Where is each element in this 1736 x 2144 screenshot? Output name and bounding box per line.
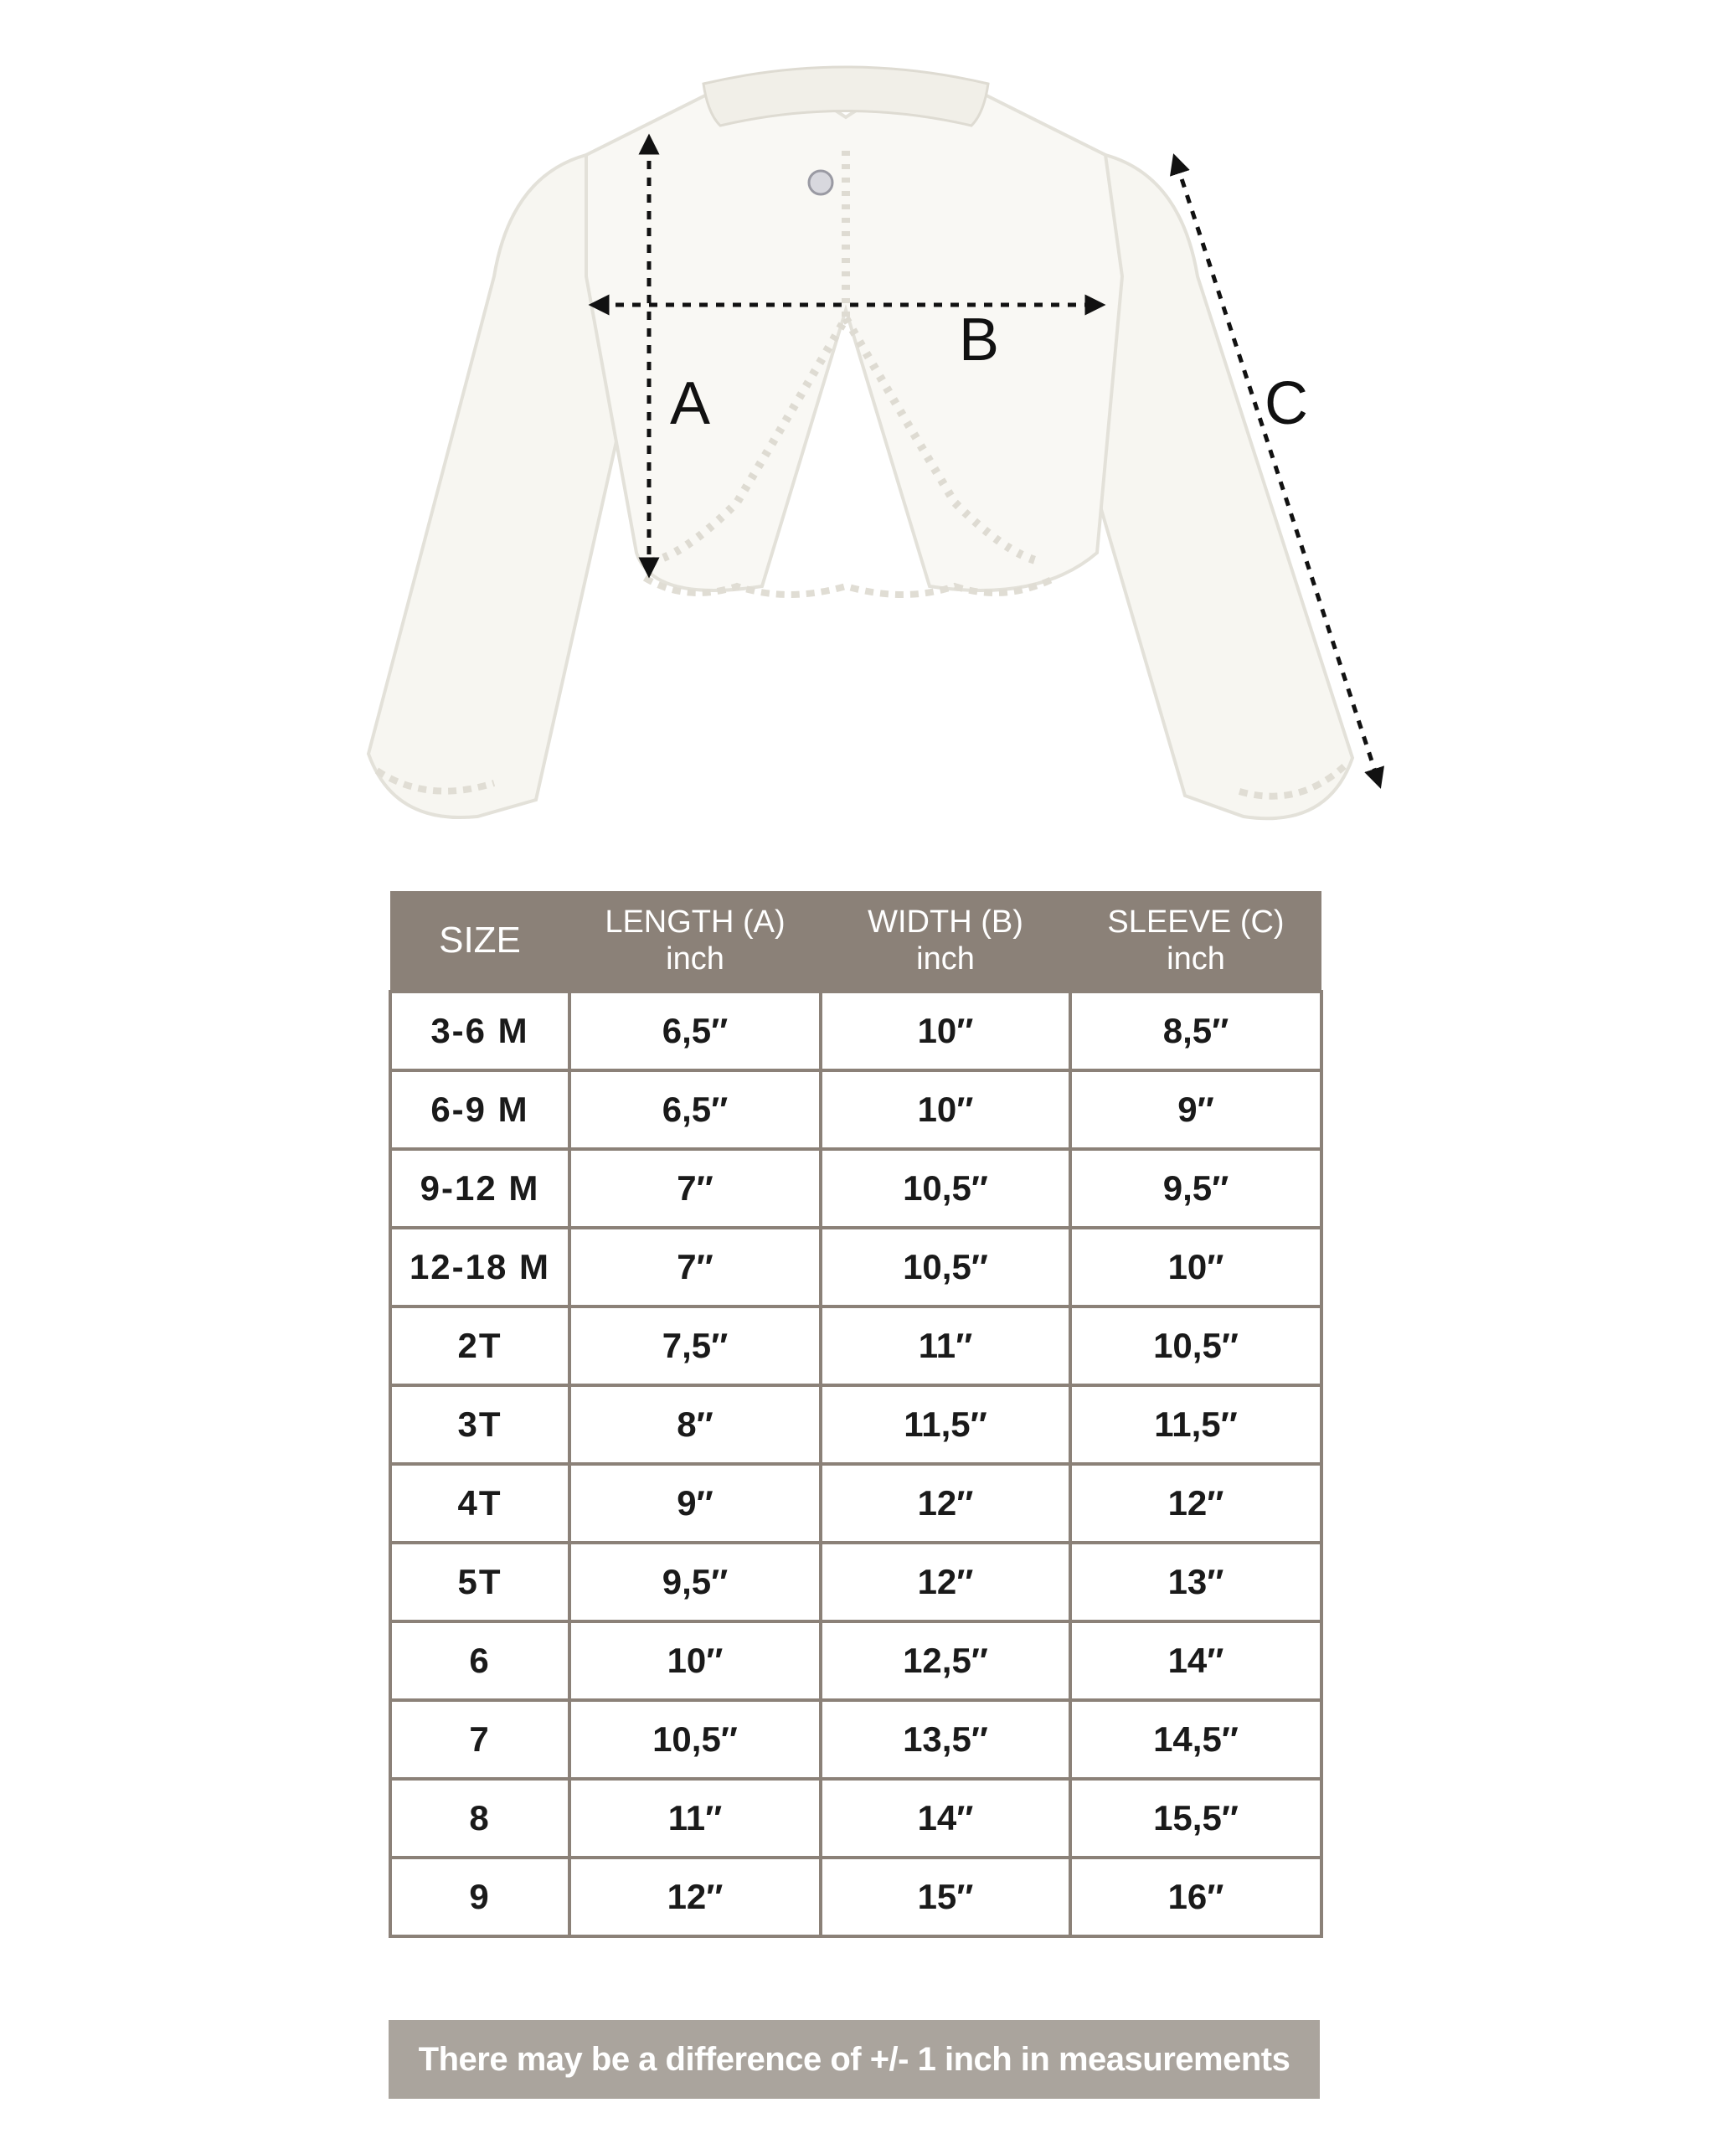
header-sleeve-unit: inch	[1167, 941, 1225, 977]
length-cell: 10,5″	[569, 1700, 821, 1779]
width-cell: 12″	[821, 1543, 1070, 1621]
size-cell: 2T	[390, 1306, 569, 1385]
table-row	[390, 992, 1321, 1070]
size-cell: 3-6 M	[390, 992, 569, 1070]
width-cell: 12,5″	[821, 1621, 1070, 1700]
length-cell: 7″	[569, 1228, 821, 1306]
sleeve-cell: 13″	[1070, 1543, 1321, 1621]
table-row	[390, 1543, 1321, 1621]
table-row	[390, 1385, 1321, 1464]
width-cell: 11,5″	[821, 1385, 1070, 1464]
measurement-note	[389, 2020, 1320, 2099]
size-cell: 7	[390, 1700, 569, 1779]
size-cell: 6	[390, 1621, 569, 1700]
width-cell: 13,5″	[821, 1700, 1070, 1779]
length-cell: 12″	[569, 1858, 821, 1936]
header-sleeve-label: SLEEVE (C)	[1107, 904, 1285, 940]
sleeve-cell: 14,5″	[1070, 1700, 1321, 1779]
header-length-unit: inch	[666, 941, 724, 977]
width-cell: 12″	[821, 1464, 1070, 1543]
length-cell: 6,5″	[569, 992, 821, 1070]
button-icon	[809, 171, 832, 194]
header-width-unit: inch	[916, 941, 975, 977]
length-cell: 9,5″	[569, 1543, 821, 1621]
width-cell: 10,5″	[821, 1228, 1070, 1306]
bolero-cardigan-image	[368, 67, 1352, 818]
table-row	[390, 1070, 1321, 1149]
width-cell: 15″	[821, 1858, 1070, 1936]
measurement-note-text: There may be a difference of +/- 1 inch in measurements	[418, 2040, 1290, 2078]
sleeve-cell: 11,5″	[1070, 1385, 1321, 1464]
bolero-illustration	[0, 0, 1736, 854]
length-cell: 7,5″	[569, 1306, 821, 1385]
size-cell: 9-12 M	[390, 1149, 569, 1228]
sleeve-cell: 9,5″	[1070, 1149, 1321, 1228]
length-cell: 6,5″	[569, 1070, 821, 1149]
width-cell: 11″	[821, 1306, 1070, 1385]
header-length-label: LENGTH (A)	[605, 904, 786, 940]
label-a: A	[670, 370, 711, 437]
table-row	[390, 1464, 1321, 1543]
table-row	[390, 1700, 1321, 1779]
sleeve-cell: 14″	[1070, 1621, 1321, 1700]
table-row	[390, 1149, 1321, 1228]
sleeve-cell: 9″	[1070, 1070, 1321, 1149]
label-b: B	[959, 307, 1000, 374]
length-cell: 10″	[569, 1621, 821, 1700]
label-c: C	[1265, 370, 1308, 437]
table-header-row	[390, 891, 1321, 992]
sleeve-cell: 10″	[1070, 1228, 1321, 1306]
length-cell: 11″	[569, 1779, 821, 1858]
length-cell: 7″	[569, 1149, 821, 1228]
width-cell: 10″	[821, 1070, 1070, 1149]
table-row	[390, 1228, 1321, 1306]
table-row	[390, 1621, 1321, 1700]
sleeve-cell: 15,5″	[1070, 1779, 1321, 1858]
width-cell: 14″	[821, 1779, 1070, 1858]
header-size: SIZE	[390, 891, 569, 992]
header-sleeve	[1070, 891, 1321, 992]
table-row	[390, 1858, 1321, 1936]
header-length	[569, 891, 821, 992]
header-width	[821, 891, 1070, 992]
length-cell: 8″	[569, 1385, 821, 1464]
header-width-label: WIDTH (B)	[868, 904, 1023, 940]
size-cell: 8	[390, 1779, 569, 1858]
sleeve-cell: 16″	[1070, 1858, 1321, 1936]
size-cell: 5T	[390, 1543, 569, 1621]
garment-diagram	[0, 0, 1736, 854]
width-cell: 10″	[821, 992, 1070, 1070]
table-row	[390, 1306, 1321, 1385]
sleeve-cell: 10,5″	[1070, 1306, 1321, 1385]
size-chart-table	[389, 891, 1323, 1938]
sleeve-cell: 12″	[1070, 1464, 1321, 1543]
size-cell: 12-18 M	[390, 1228, 569, 1306]
size-cell: 4T	[390, 1464, 569, 1543]
width-cell: 10,5″	[821, 1149, 1070, 1228]
size-cell: 3T	[390, 1385, 569, 1464]
table-row	[390, 1779, 1321, 1858]
sleeve-cell: 8,5″	[1070, 992, 1321, 1070]
length-cell: 9″	[569, 1464, 821, 1543]
size-cell: 9	[390, 1858, 569, 1936]
size-cell: 6-9 M	[390, 1070, 569, 1149]
